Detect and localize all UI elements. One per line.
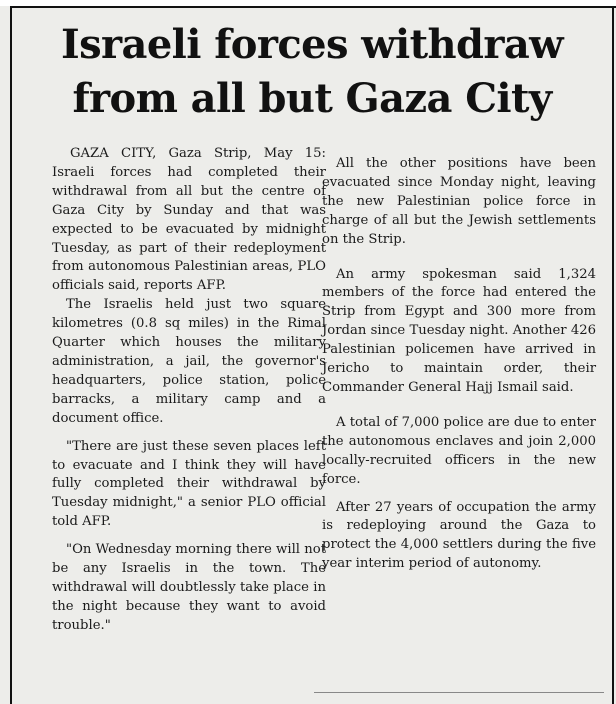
left-border-rule: [10, 6, 12, 704]
top-border-rule: [10, 6, 616, 8]
article-column-right: [322, 146, 596, 574]
right-border-rule: [612, 6, 614, 704]
article-column-left: [52, 145, 326, 636]
paragraph-wednesday-quote: "On Wednesday morning there will not be any Israelis in the town. The withdrawal will doubtlessly take place in the night because they want to avoid trouble.": [52, 542, 326, 633]
bottom-rule: [314, 692, 604, 693]
paragraph-army-spokesman: An army spokesman said 1,324 members of the force had entered the Strip from Egypt and 300 more from Jordan since Tuesday night. Another 426 Palestinian policemen have arrived in Jericho to maintain order, their Commander General Hajj Ismail said.: [322, 266, 596, 395]
paragraph-positions-evacuated: All the other positions have been evacuated since Monday night, leaving the new Palestinian police force in charge of all but the Jewish settlements on the Strip.: [322, 156, 596, 247]
headline-line-1: Israeli forces withdraw: [61, 21, 563, 68]
paragraph-seven-places-quote: "There are just these seven places left to evacuate and I think they will have fully completed their withdrawal by Tuesday midnight," a senior PLO official told AFP.: [52, 438, 326, 530]
headline-line-2: from all but Gaza City: [72, 75, 552, 122]
paragraph-occupation: After 27 years of occupation the army is redeploying around the Gaza to protect the 4,000 settlers during the five year interim period of autonomy.: [322, 499, 596, 572]
paragraph-police-total: A total of 7,000 police are due to enter the autonomous enclaves and join 2,000 locally-recruited officers in the new force.: [322, 414, 596, 487]
paragraph-rimal-quarter: The Israelis held just two square kilometres (0.8 sq miles) in the Rimal Quarter which houses the military administration, a jail, the governor's headquarters, police station, police barracks, a military camp and a document office.: [52, 297, 326, 426]
headline: [14, 18, 610, 126]
paragraph-dateline: GAZA CITY, Gaza Strip, May 15: Israeli forces had completed their withdrawal from all but the centre of Gaza City by Sunday and that was expected to be evacuated by midnight Tuesday, as part of their redeployment from autonomous Palestinian areas, PLO officials said, reports AFP.: [52, 146, 326, 294]
